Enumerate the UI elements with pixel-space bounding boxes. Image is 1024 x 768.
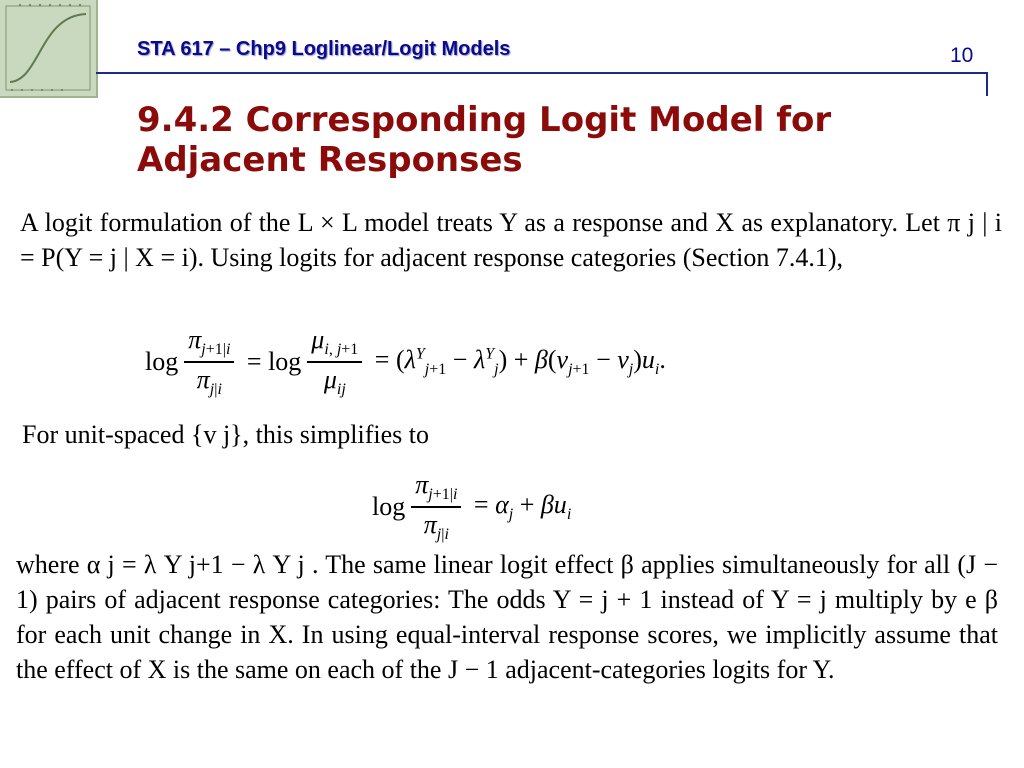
slide-title [137,100,831,180]
paragraph-intro [20,205,1002,275]
slide-title-line-1: 9.4.2 Corresponding Logit Model for [137,100,832,140]
paragraph-explanation: where α j = λ Y j+1 − λ Y j . The same linear logit effect β applies simultaneously for all (J − 1) pairs of adjacent response categories: The odds Y = j + 1 instead of Y = j multiply by e β for each unit change in X. In using equal-interval response scores, we implicitly assume that the effect of X is the same on each of the J − 1 adjacent-categories logits for Y. [16,550,998,684]
header-divider [96,72,988,74]
paragraph-unit-spaced: For unit-spaced {v j}, this simplifies to [22,420,429,449]
course-header: STA 617 – Chp9 Loglinear/Logit Models [137,38,511,60]
slide-number: 10 [950,44,974,67]
adjacent-logit-equation: log $\frac{\pi_{j+1|i}}{\pi_{j|i}}$ = log $\frac{\mu_{i, j+1}}{\mu_{ij}}$ = $(\lambda^Y_{j+1} - \lambda^Y_j) + \beta(v_{j+1} - v_j)u_i$. [145,325,666,399]
paragraph-intro-text: A logit formulation of the L × L model treats Y as a response and X as explanatory. Let π j | i = P(Y = j | X = i). Using logits for adjacent response categories (Section 7.4.1), [20,208,1002,272]
logistic-curve-logo [0,0,98,98]
simplified-logit-equation: log $\frac{\pi_{j+1|i}}{\pi_{j|i}}$ = $\alpha_j + \beta u_i$ [372,470,572,544]
header-divider-end [986,72,988,96]
slide-title-line-2: Adjacent Responses [137,140,523,180]
